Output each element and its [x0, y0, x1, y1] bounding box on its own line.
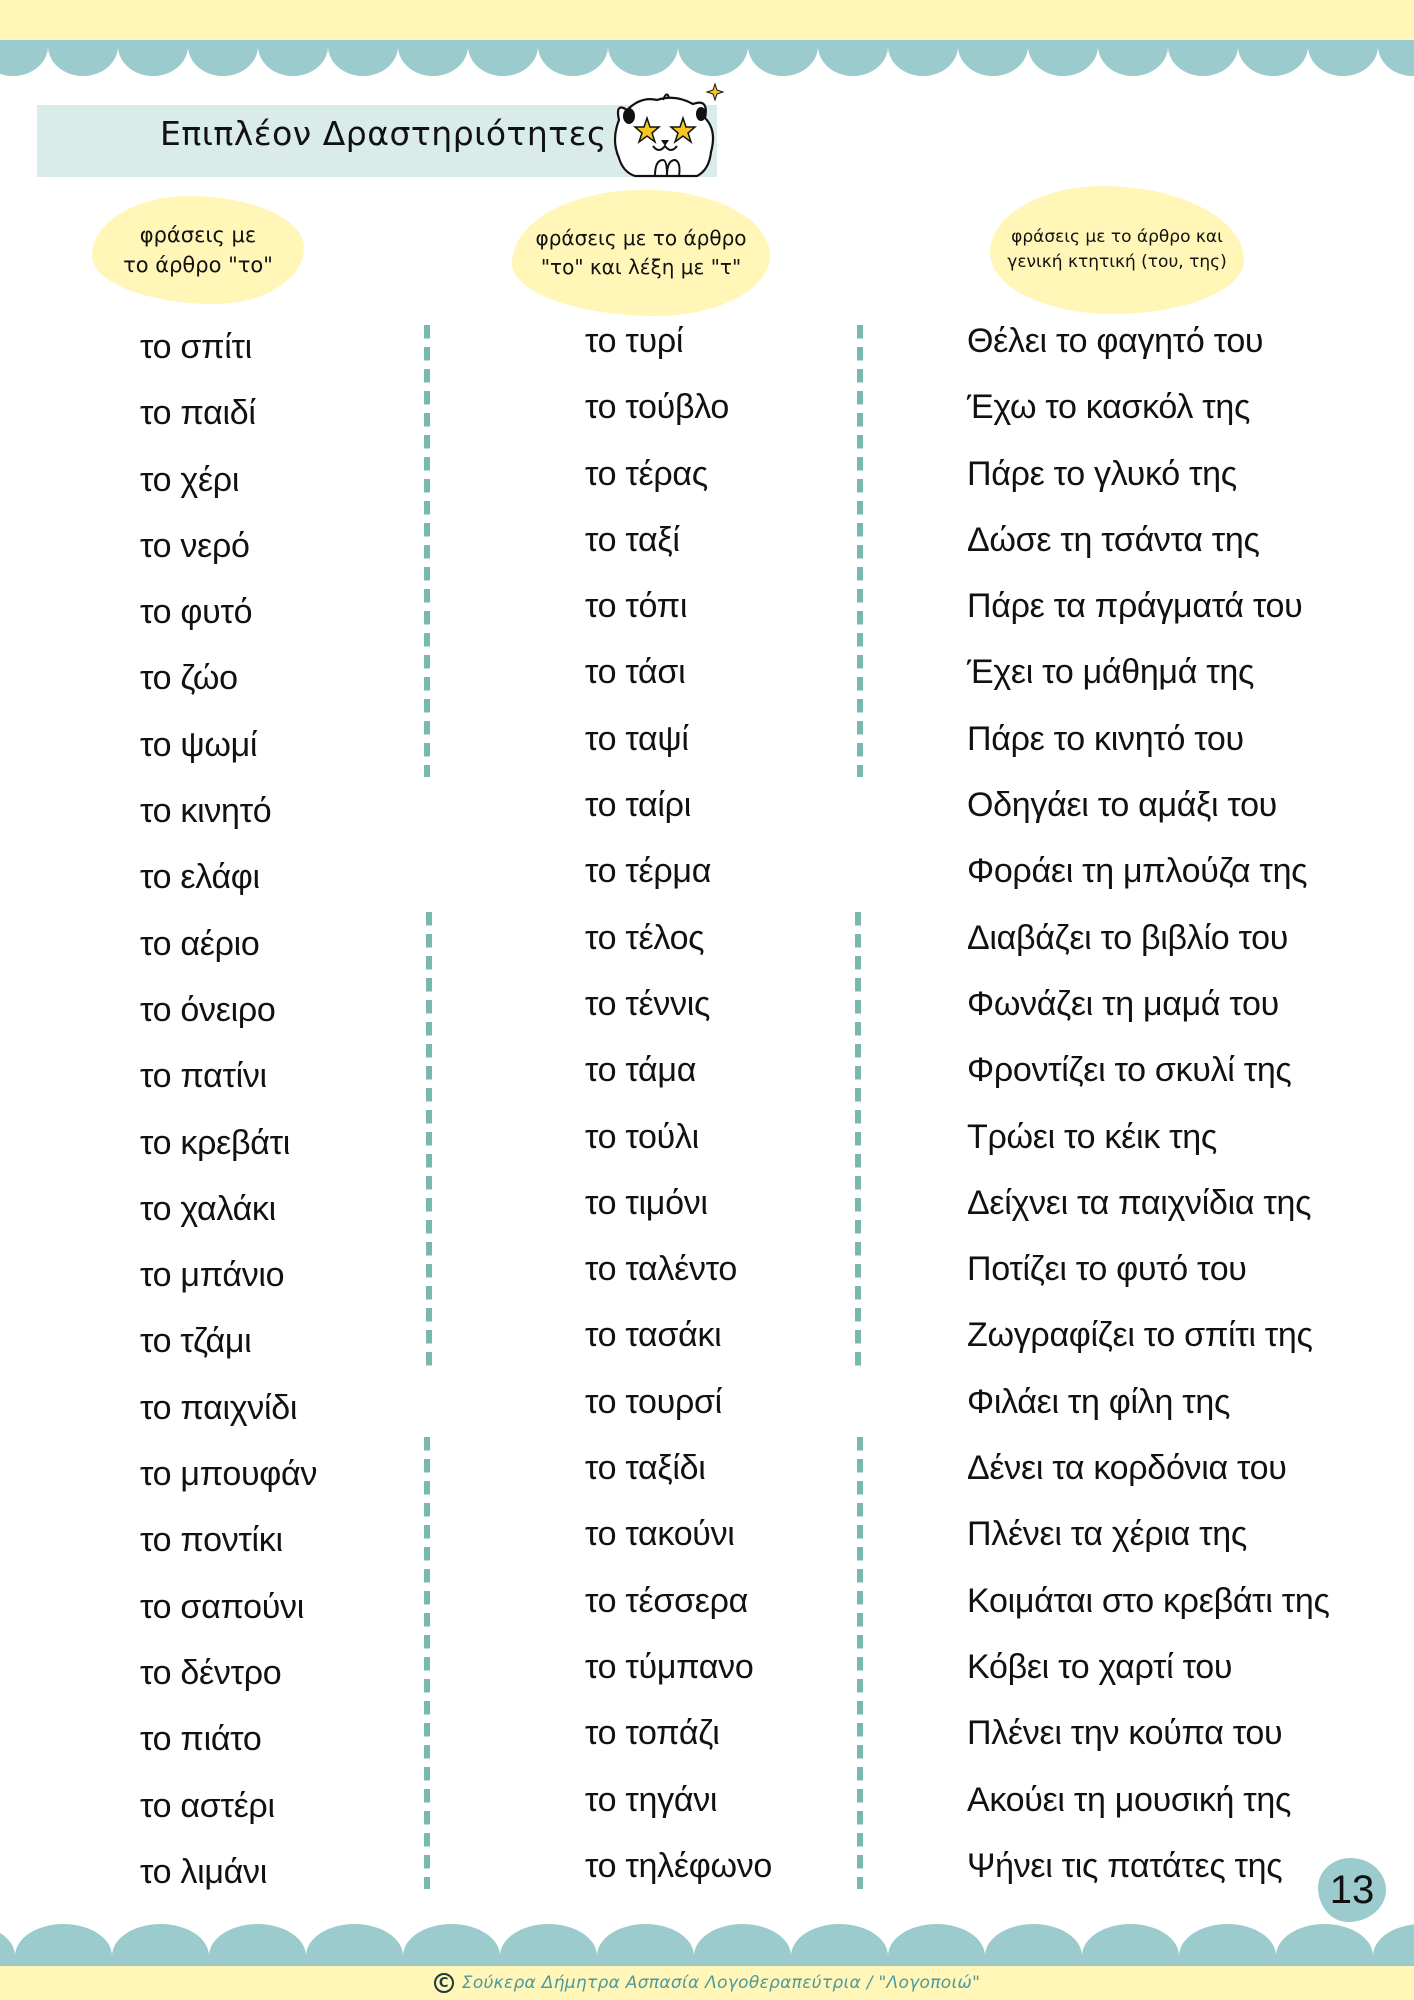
list-item: Τρώει το κέικ της — [967, 1117, 1217, 1156]
list-item: το τηγάνι — [585, 1780, 718, 1819]
list-item: το τζάμι — [140, 1322, 252, 1361]
list-item: το ταλέντο — [585, 1250, 737, 1289]
list-item: το ταξί — [585, 520, 680, 559]
list-item: Ψήνει τις πατάτες της — [967, 1846, 1283, 1885]
list-item: το παιχνίδι — [140, 1388, 298, 1427]
list-item: Διαβάζει το βιβλίο του — [967, 918, 1289, 957]
list-item: το λιμάνι — [140, 1852, 267, 1891]
column-divider — [424, 325, 430, 777]
column-divider — [857, 325, 863, 777]
list-item: το τασάκι — [585, 1316, 722, 1355]
list-item: το αστέρι — [140, 1786, 275, 1825]
list-item: το μπάνιο — [140, 1256, 285, 1295]
list-item: Φιλάει τη φίλη της — [967, 1382, 1231, 1421]
list-item: Φοράει τη μπλούζα της — [967, 852, 1308, 891]
list-item: το κινητό — [140, 792, 272, 831]
column-divider — [426, 912, 432, 1366]
top-scallop-border — [0, 40, 1414, 76]
list-item: το πατίνι — [140, 1057, 267, 1096]
list-item: το ζώο — [140, 659, 238, 698]
bottom-scallop-border — [0, 1924, 1414, 1968]
column-divider — [857, 1437, 863, 1889]
list-item: το ψωμί — [140, 725, 258, 764]
list-item: Φροντίζει το σκυλί της — [967, 1051, 1292, 1090]
column-divider — [855, 912, 861, 1366]
list-item: το τούβλο — [585, 388, 730, 427]
list-item: Πλένει την κούπα του — [967, 1714, 1283, 1753]
list-item: το τέννις — [585, 984, 711, 1023]
list-item: το ποντίκι — [140, 1521, 283, 1560]
list-item: Έχει το μάθημά της — [967, 653, 1255, 692]
list-item: το ταψί — [585, 719, 689, 758]
phrase-list-possessive — [967, 314, 1330, 1905]
list-item: το τοπάζι — [585, 1714, 720, 1753]
heading-line: φράσεις με το άρθρο και — [1011, 227, 1223, 248]
list-item: Ακούει τη μουσική της — [967, 1780, 1292, 1819]
list-item: το τυρί — [585, 322, 684, 360]
list-item: το νερό — [140, 526, 250, 565]
list-item: το παιδί — [140, 394, 256, 433]
top-decorative-band — [0, 0, 1414, 40]
list-item: το τούλι — [585, 1117, 699, 1156]
list-item: το χαλάκι — [140, 1189, 276, 1228]
list-item: το ταξίδι — [585, 1449, 706, 1488]
list-item: το τάσι — [585, 653, 686, 692]
list-item: Οδηγάει το αμάξι του — [967, 786, 1277, 825]
list-item: Πάρε το κινητό του — [967, 719, 1244, 758]
list-item: το τέρας — [585, 454, 708, 493]
list-item: Πλένει τα χέρια της — [967, 1515, 1247, 1554]
word-list-t-words — [585, 314, 772, 1905]
list-item: το τουρσί — [585, 1382, 722, 1421]
column-heading-articles — [92, 196, 304, 304]
list-item: το πιάτο — [140, 1720, 262, 1759]
page-number: 13 — [1329, 1867, 1375, 1912]
footer-band — [0, 1966, 1414, 2000]
list-item: Δένει τα κορδόνια του — [967, 1449, 1287, 1488]
list-item: το τύμπανο — [585, 1647, 754, 1686]
list-item: το σαπούνι — [140, 1587, 304, 1626]
list-item: το όνειρο — [140, 990, 276, 1029]
list-item: το δέντρο — [140, 1653, 282, 1692]
list-item: Θέλει το φαγητό του — [967, 322, 1264, 360]
heading-line: γενική κτητική (του, της) — [1007, 252, 1227, 272]
list-item: το τέσσερα — [585, 1581, 749, 1620]
list-item: Κόβει το χαρτί του — [967, 1647, 1233, 1686]
column-divider — [424, 1437, 430, 1889]
list-item: το τηλέφωνο — [585, 1846, 773, 1885]
list-item: το τόπι — [585, 587, 688, 626]
list-item: το χέρι — [140, 460, 240, 499]
column-heading-possessive — [990, 186, 1244, 314]
heading-line: φράσεις με — [139, 222, 257, 247]
list-item: Ποτίζει το φυτό του — [967, 1250, 1247, 1289]
list-item: το ταίρι — [585, 786, 691, 825]
list-item: το σπίτι — [140, 328, 252, 366]
list-item: το κρεβάτι — [140, 1123, 291, 1162]
copyright-icon: C — [434, 1973, 454, 1993]
list-item: Φωνάζει τη μαμά του — [967, 984, 1279, 1023]
list-item: το τέλος — [585, 918, 705, 957]
list-item: το αέριο — [140, 924, 260, 963]
list-item: Δείχνει τα παιχνίδια της — [967, 1183, 1312, 1222]
list-item: Δώσε τη τσάντα της — [967, 520, 1260, 559]
list-item: Κοιμάται στο κρεβάτι της — [967, 1581, 1330, 1620]
list-item: Πάρε το γλυκό της — [967, 454, 1237, 493]
heading-line: φράσεις με το άρθρο — [535, 226, 747, 250]
list-item: το φυτό — [140, 593, 253, 632]
page-number-badge — [1318, 1858, 1386, 1922]
list-item: το τακούνι — [585, 1515, 735, 1554]
column-heading-t-words — [512, 190, 770, 316]
list-item: Ζωγραφίζει το σπίτι της — [967, 1316, 1313, 1355]
word-list-articles — [140, 320, 317, 1911]
list-item: το τιμόνι — [585, 1183, 708, 1222]
list-item: Πάρε τα πράγματά του — [967, 587, 1303, 626]
heading-line: το άρθρο "το" — [123, 253, 273, 277]
list-item: το ελάφι — [140, 858, 260, 897]
list-item: το τέρμα — [585, 852, 712, 891]
list-item: Έχω το κασκόλ της — [967, 388, 1251, 427]
list-item: το τάμα — [585, 1051, 697, 1090]
list-item: το μπουφάν — [140, 1455, 318, 1494]
page-title: Επιπλέον Δραστηριότητες — [160, 114, 607, 153]
footer-credit-text: Σούκερα Δήμητρα Ασπασία Λογοθεραπεύτρια / "Λογοποιώ" — [461, 1973, 981, 1993]
footer-credit — [434, 1973, 980, 1993]
heading-line: "το" και λέξη με "τ" — [540, 255, 742, 279]
star-eyed-bear-icon — [605, 80, 725, 180]
